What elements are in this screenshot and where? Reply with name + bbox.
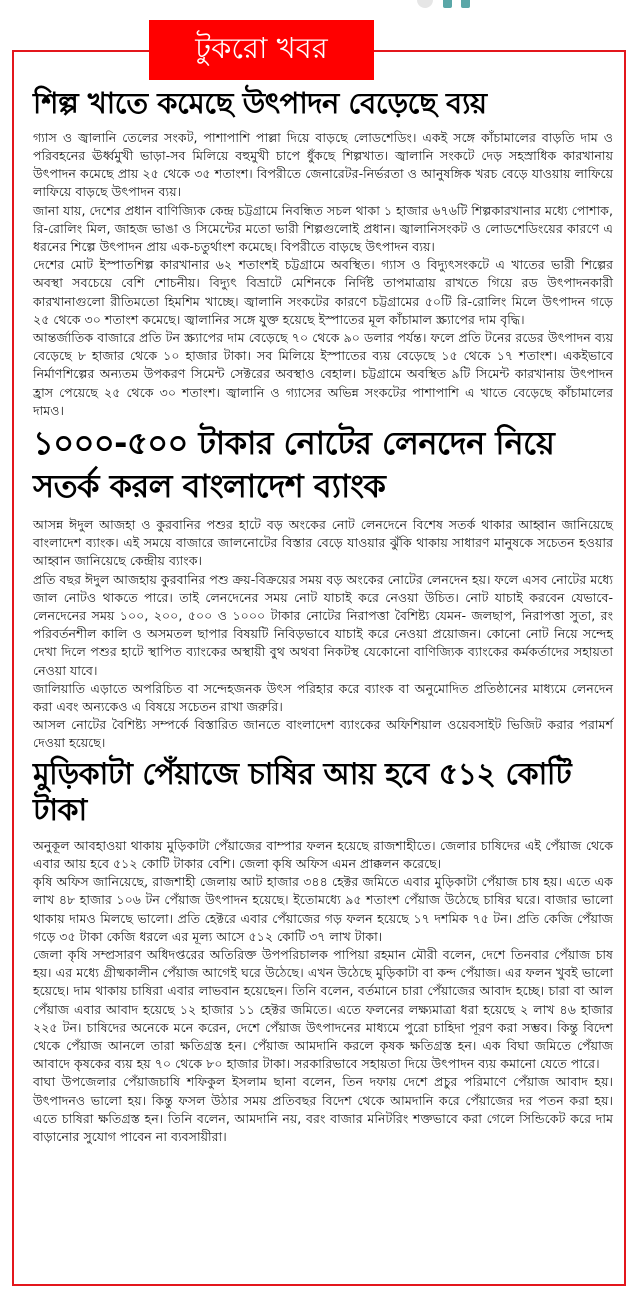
article-paragraph: দেশের মোট ইস্পাতশিল্প কারখানার ৬২ শতাংশই চট্টগ্রামে অবস্থিত। গ্যাস ও বিদ্যুৎসংকটে এ খাতের ভারী শিল্পের অবস্থা সবচেয়ে বেশি শোচনীয়। বিদ্যুৎ বিভ্রাটে মেশিনকে নির্দিষ্ট তাপমাত্রায় রাখতে গিয়ে রড উৎপাদনকারী কারখানাগুলো রীতিমতো হিমশিম খাচ্ছে। জ্বালানি সংকটের কারণে চট্টগ্রামের ৫০টি রি-রোলিং মিলে উৎপাদন গড়ে ২৫ থেকে ৩০ শতাংশ কমেছে। জ্বালানির সঙ্গে যুক্ত হয়েছে ইস্পাতের মূল কাঁচামাল স্ক্র্যাপের দাম বৃদ্ধি। [33,257,613,327]
article-paragraph: আন্তর্জাতিক বাজারে প্রতি টন স্ক্র্যাপের দাম বেড়েছে ৭০ থেকে ৯০ ডলার পর্যন্ত। ফলে প্রতি টনের রডের উৎপাদন ব্যয় বেড়েছে ৮ হাজার থেকে ১০ হাজার টাকা। সব মিলিয়ে ইস্পাতের ব্যয় বেড়েছে ১৫ থেকে ১৭ শতাংশ। একইভাবে নির্মাণশিল্পের অন্যতম উপকরণ সিমেন্ট সেক্টরের অবস্থাও বেহাল। চট্টগ্রামে অবস্থিত ৯টি সিমেন্ট কারখানায় উৎপাদন হ্রাস পেয়েছে ২৫ থেকে ৩০ শতাংশ। জ্বালানি ও গ্যাসের অভিন্ন সংকটের পাশাপাশি এ খাতে বেড়েছে কাঁচামালের দামও। [33,330,613,418]
article-headline: মুড়িকাটা পেঁয়াজে চাষির আয় হবে ৫১২ কোটি টাকা [33,756,572,828]
article-paragraph: জানা যায়, দেশের প্রধান বাণিজ্যিক কেন্দ্র চট্টগ্রামে নিবন্ধিত সচল থাকা ১ হাজার ৬৭৬টি শিল্পকারখানার মধ্যে পোশাক, রি-রোলিং মিল, জাহজ ভাঙা ও সিমেন্টের মতো ভারী শিল্পগুলোই প্রধান। জ্বালানিসংকট ও লোডশেডিংয়ের কারণে এ ধরনের শিল্পে উৎপাদন প্রায় এক-চতুর্থাংশ কমেছে। বিপরীতে বাড়ছে উৎপাদন ব্যয়। [33,202,613,255]
article-headline: ১০০০-৫০০ টাকার নোটের লেনদেন নিয়ে সতর্ক করল বাংলাদেশ ব্যাংক [33,424,555,506]
article-paragraph: বাঘা উপজেলার পেঁয়াজচাষি শফিকুল ইসলাম ছানা বলেন, তিন দফায় দেশে প্রচুর পরিমাণে পেঁয়াজ আবাদ হয়। উৎপাদনও ভালো হয়। কিন্তু ফসল উঠার সময় প্রতিবছর বিদেশ থেকে আমদানি করে পেঁয়াজের দর পতন করা হয়। এতে চাষিরা ক্ষতিগ্রস্ত হন। তিনি বলেন, আমদানি নয়, বরং বাজার মনিটরিং শক্তভাবে করা গেলে সিন্ডিকেট করে দাম বাড়ানোর সুযোগ পাবেন না ব্যবসায়ীরা। [33,1074,613,1144]
logo-shape [443,0,452,8]
article-paragraph: আসল নোটের বৈশিষ্ট্য সম্পর্কে বিস্তারিত জানতে বাংলাদেশ ব্যাংকের অফিশিয়াল ওয়েবসাইট ভিজিট করার পরামর্শ দেওয়া হয়েছে। [33,717,613,751]
article-paragraph: জালিয়াতি এড়াতে অপরিচিত বা সন্দেহজনক উৎস পরিহার করে ব্যাংক বা অনুমোদিত প্রতিষ্ঠানের মাধ্যমে লেনদেন করা এবং অন্যকেও এ বিষয়ে সচেতন রাখা জরুরি। [33,680,613,715]
article-paragraph: কৃষি অফিস জানিয়েছে, রাজশাহী জেলায় আট হাজার ৩৪৪ হেক্টর জমিতে এবার মুড়িকাটা পেঁয়াজ চাষ হয়। এতে এক লাখ ৪৮ হাজার ১০৬ টন পেঁয়াজ উৎপাদন হয়েছে। ইতোমধ্যে ৯৫ শতাংশ পেঁয়াজ উঠেছে চাষির ঘরে। বাজার ভালো থাকায় দামও মিলছে ভালো। প্রতি হেক্টরে এবার পেঁয়াজের গড় ফলন হয়েছে ১৭ দশমিক ৭৫ টন। প্রতি কেজি পেঁয়াজ গড়ে ৩৫ টাকা কেজি ধরলে এর মূল্য আসে ৫১২ কোটি ৩৭ লাখ টাকা। [33,874,613,944]
logo-shape [417,0,433,8]
section-title: টুকরো খবর [195,30,328,65]
article-banknotes [33,422,613,753]
news-content [33,86,613,1146]
article-paragraph: আসন্ন ঈদুল আজহা ও কুরবানির পশুর হাটে বড় অংকের নোট লেনদেনে বিশেষ সতর্ক থাকার আহ্বান জানিয়েছে বাংলাদেশ ব্যাংক। এই সময়ে বাজারে জালনোটের বিস্তার বেড়ে যাওয়ার ঝুঁকি থাকায় সাধারণ মানুষকে সচেতন হওয়ার আহ্বান জানিয়েছে কেন্দ্রীয় ব্যাংক। [33,517,613,569]
article-headline: শিল্প খাতে কমেছে উৎপাদন বেড়েছে ব্যয় [33,86,487,120]
article-paragraph: প্রতি বছর ঈদুল আজহায় কুরবানির পশু ক্রয়-বিক্রয়ের সময় বড় অংকের নোটের লেনদেন হয়। ফলে এসব নোটের মধ্যে জাল নোটও থাকতে পারে। তাই লেনদেনের সময় নোট যাচাই করে নেওয়া উচিত। নোট যাচাই করবেন যেভাবে- লেনদেনের সময় ১০০, ২০০, ৫০০ ও ১০০০ টাকার নোটের নিরাপত্তা বৈশিষ্ট্য যেমন- জলছাপ, নিরাপত্তা সুতা, রং পরিবর্তনশীল কালি ও অসমতল ছাপার বিষয়টি নিবিড়ভাবে যাচাই করে নেওয়া প্রয়োজন। কোনো নোট নিয়ে সন্দেহ দেখা দিলে পশুর হাটে স্থাপিত ব্যাংকের অস্থায়ী বুথ অথবা নিকটস্থ যেকোনো বাণিজ্যিক ব্যাংকের কর্মকর্তাদের সহায়তা নেওয়া যাবে। [33,571,613,678]
article-paragraph: অনুকূল আবহাওয়া থাকায় মুড়িকাটা পেঁয়াজের বাম্পার ফলন হয়েছে রাজশাহীতে। জেলার চাষিদের এই পেঁয়াজ থেকে এবার আয় হবে ৫১২ কোটি টাকার বেশি। জেলা কৃষি অফিস এমন প্রাক্কলন করেছে। [33,837,613,871]
article-industry [33,86,613,420]
publisher-logo-fragment [417,0,469,10]
article-paragraph: জেলা কৃষি সম্প্রসারণ অধিদপ্তরের অতিরিক্ত উপপরিচালক পাপিয়া রহমান মৌরী বলেন, দেশে তিনবার পেঁয়াজ চাষ হয়। এর মধ্যে গ্রীষ্মকালীন পেঁয়াজ আগেই ঘরে উঠেছে। এখন উঠেছে মুড়িকাটা বা কন্দ পেঁয়াজ। এর ফলন খুবই ভালো হয়েছে। দাম থাকায় চাষিরা এবার লাভবান হয়েছেন। তিনি বলেন, বর্তমানে চারা পেঁয়াজের আবাদ হচ্ছে। চারা বা আল পেঁয়াজ এবার আবাদ হয়েছে ১২ হাজার ১১ হেক্টর জমিতে। এতে ফলনের লক্ষ্যমাত্রা ধরা হয়েছে ২ লাখ ৪৬ হাজার ২২৫ টন। চাষিদের অনেকে মনে করেন, দেশে পেঁয়াজ উৎপাদনের মাধ্যমে পুরো চাহিদা পূরণ করা সম্ভব। কিন্তু বিদেশ থেকে পেঁয়াজ আনলে তারা ক্ষতিগ্রস্ত হন। পেঁয়াজ আমদানি করলে কৃষক ক্ষতিগ্রস্ত হন। এক বিঘা জমিতে পেঁয়াজ আবাদে কৃষকের ব্যয় হয় ৭০ থেকে ৮০ হাজার টাকা। সরকারিভাবে সহায়তা দিয়ে উৎপাদন ব্যয় কমানো যেতে পারে। [33,946,613,1072]
section-banner [149,20,374,80]
article-onion [33,757,613,1146]
logo-shape [461,0,470,8]
article-paragraph: গ্যাস ও জ্বালানি তেলের সংকট, পাশাপাশি পাল্লা দিয়ে বাড়ছে লোডশেডিং। একই সঙ্গে কাঁচামালের বাড়তি দাম ও পরিবহনের ঊর্ধ্বমুখী ভাড়া-সব মিলিয়ে বহুমুখী চাপে ধুঁকছে শিল্পখাত। জ্বালানি সংকটে দেড় সহস্রাধিক কারখানায় উৎপাদন কমেছে প্রায় ২৫ থেকে ৩৫ শতাংশ। বিপরীতে জেনারেটর-নির্ভরতা ও আনুষঙ্গিক খরচ বেড়ে যাওয়ায় লাফিয়ে লাফিয়ে বাড়ছে উৎপাদন ব্যয়। [33,129,613,200]
